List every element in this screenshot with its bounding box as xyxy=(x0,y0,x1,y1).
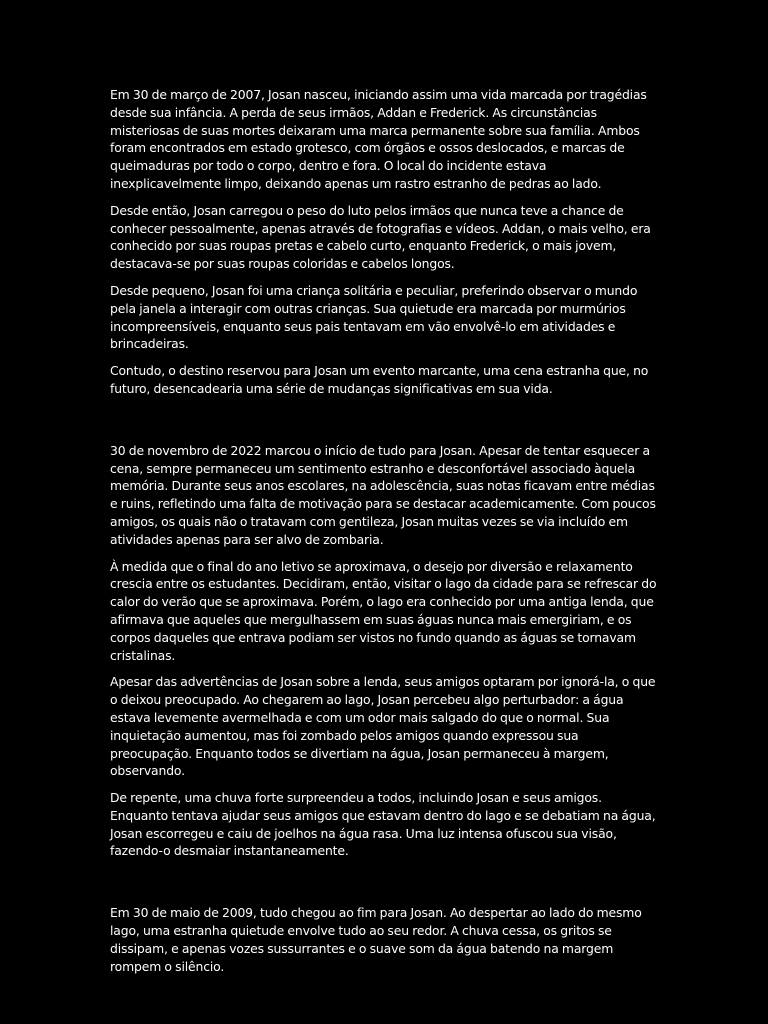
document-page xyxy=(110,86,660,984)
paragraph: Apesar das advertências de Josan sobre a lenda, seus amigos optaram por ignorá-la, o que o deixou preocupado. Ao chegarem ao lago, Josan percebeu algo perturbador: a água estava levemente avermelhada e com um odor mais salgado do que o normal. Sua inquietação aumentou, mas foi zombado pelos amigos quando expressou sua preocupação. Enquanto todos se divertiam na água, Josan permaneceu à margem, observando. xyxy=(110,674,656,779)
paragraph: De repente, uma chuva forte surpreendeu a todos, incluindo Josan e seus amigos. Enquanto tentava ajudar seus amigos que estavam dentro do lago e se debatiam na água, Josan escorregeu e caiu de joelhos na água rasa. Uma luz intensa ofuscou sua visão, fazendo-o desmaiar instantaneamente. xyxy=(110,790,656,859)
paragraph: À medida que o final do ano letivo se aproximava, o desejo por diversão e relaxamento crescia entre os estudantes. Decidiram, então, visitar o lago da cidade para se refrescar do calor do verão que se aproximava. Porém, o lago era conhecido por uma antiga lenda, que afirmava que aqueles que mergulhassem em suas águas nunca mais emergiriam, e os corpos daqueles que entrava podiam ser vistos no fundo quando as águas se tornavam cristalinas. xyxy=(110,558,657,663)
section-divider xyxy=(110,869,660,904)
paragraph: Desde pequeno, Josan foi uma criança solitária e peculiar, preferindo observar o mundo pela janela a interagir com outras crianças. Sua quietude era marcada por murmúrios incompreensíveis, enquanto seus pais tentavam em vão envolvê-lo em atividades e brincadeiras. xyxy=(110,282,638,352)
paragraph: Desde então, Josan carregou o peso do luto pelos irmãos que nunca teve a chance de conhecer pessoalmente, apenas através de fotografias e vídeos. Addan, o mais velho, era conhecido por suas roupas pretas e cabelo curto, enquanto Frederick, o mais jovem, destacava-se por suas roupas coloridas e cabelos longos. xyxy=(110,202,651,272)
paragraph: Em 30 de maio de 2009, tudo chegou ao fim para Josan. Ao despertar ao lado do mesmo lago, uma estranha quietude envolve tudo ao seu redor. A chuva cessa, os gritos se dissipam, e apenas vozes sussurrantes e o suave som da água batendo na margem rompem o silêncio. xyxy=(110,905,642,974)
section-2 xyxy=(110,442,660,861)
paragraph: Em 30 de março de 2007, Josan nasceu, iniciando assim uma vida marcada por tragédias desde sua infância. A perda de seus irmãos, Addan e Frederick. As circunstâncias misteriosas de suas mortes deixaram uma marca permanente sobre sua família. Ambos foram encontrados em estado grotesco, com órgãos e ossos deslocados, e marcas de queimaduras por todo o corpo, dentro e fora. O local do incidente estava inexplicavelmente limpo, deixando apenas um rastro estranho de pedras ao lado. xyxy=(110,87,647,191)
section-1 xyxy=(110,86,660,398)
section-3 xyxy=(110,904,660,975)
section-divider xyxy=(110,407,660,442)
paragraph: Contudo, o destino reservou para Josan um evento marcante, uma cena estranha que, no futuro, desencadearia uma série de mudanças significativas em sua vida. xyxy=(110,363,649,396)
paragraph: 30 de novembro de 2022 marcou o início de tudo para Josan. Apesar de tentar esquecer a cena, sempre permaneceu um sentimento estranho e desconfortável associado àquela memória. Durante seus anos escolares, na adolescência, suas notas ficavam entre médias e ruins, refletindo uma falta de motivação para se destacar academicamente. Com poucos amigos, os quais não o tratavam com gentileza, Josan muitas vezes se via incluído em atividades apenas para ser alvo de zombaria. xyxy=(110,442,656,547)
